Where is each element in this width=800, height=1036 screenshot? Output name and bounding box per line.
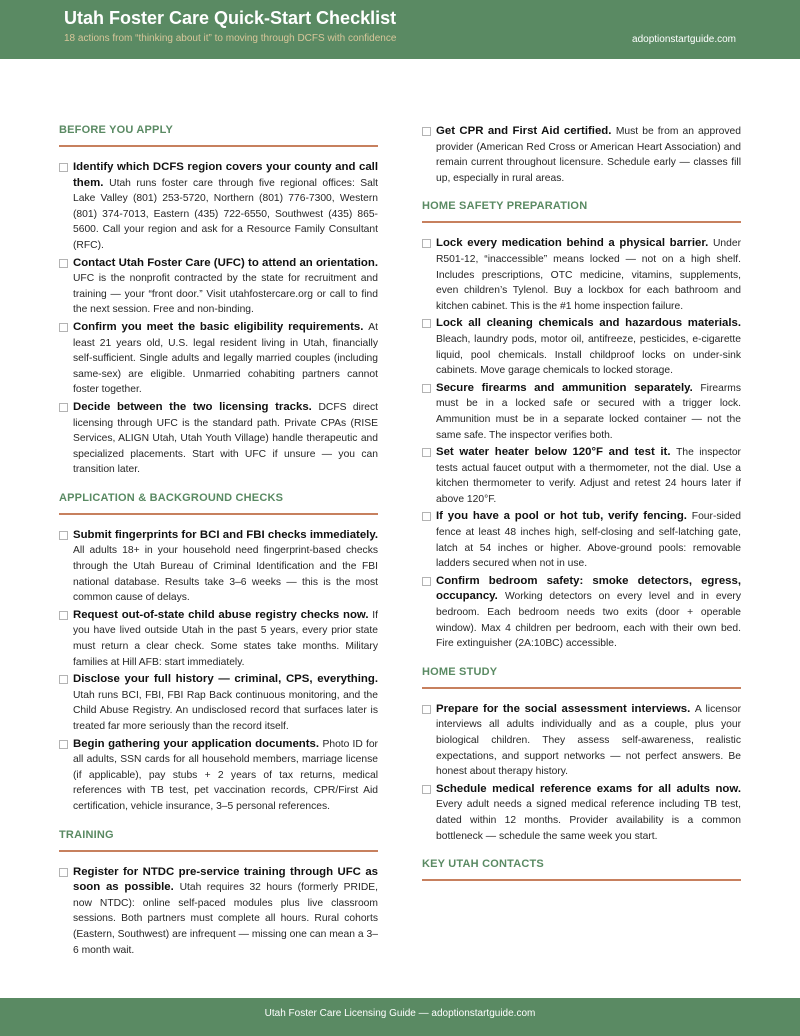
item-title: Schedule medical reference exams for all adults now.: [436, 782, 741, 795]
item-description: If you have lived outside Utah in the past 5 years, every prior state must return a clear check. Some states take months. Military families at Hill AFB: start immediately.: [73, 609, 378, 668]
checklist-item: [59, 737, 378, 815]
checkbox-icon[interactable]: [422, 512, 431, 521]
checklist-item: [59, 160, 378, 254]
checkbox-icon[interactable]: [422, 705, 431, 714]
item-title: Request out-of-state child abuse registry checks now.: [73, 608, 373, 621]
checkbox-icon[interactable]: [422, 448, 431, 457]
checkbox-icon[interactable]: [59, 740, 68, 749]
section-title-home-study: HOME STUDY: [422, 666, 741, 689]
checkbox-icon[interactable]: [422, 239, 431, 248]
checkbox-icon[interactable]: [59, 868, 68, 877]
checklist-item: [59, 672, 378, 734]
item-description: Utah runs foster care through five regional offices: Salt Lake Valley (801) 253-5720, Northern (801) 776-7300, Western (801) 374-7013, Eastern (435) 722-6550, Southwest (435) 865-5600. Call your region and ask for a Resource Family Consultant (RFC).: [73, 177, 379, 251]
section-before-you-apply: [59, 160, 378, 478]
checklist-item: [422, 702, 741, 780]
section-title-training: TRAINING: [59, 829, 378, 852]
page-header: [0, 0, 800, 59]
page-subtitle: 18 actions from “thinking about it” to moving through DCFS with confidence: [64, 33, 397, 44]
checklist-item: [422, 316, 741, 378]
checklist-item: [59, 400, 378, 478]
item-title: Secure firearms and ammunition separately.: [436, 381, 701, 394]
checkbox-icon[interactable]: [59, 259, 68, 268]
item-title: Lock every medication behind a physical barrier.: [436, 237, 713, 250]
item-title: Disclose your full history — criminal, CPS, everything.: [73, 673, 378, 686]
section-title-before-you-apply: BEFORE YOU APPLY: [59, 124, 378, 147]
item-description: Working detectors on every level and in every bedroom. Each bedroom needs two exits (door + operable window). Max 4 children per bedroom, each with their own bed. Fire extinguisher (2A:10BC) accessible.: [436, 591, 742, 650]
item-title: If you have a pool or hot tub, verify fencing.: [436, 510, 692, 523]
item-title: Begin gathering your application documents.: [73, 737, 323, 750]
checklist-item: [422, 124, 741, 186]
left-column: [59, 124, 378, 960]
item-description: Four-sided fence at least 48 inches high, self-closing and self-latching gate, latch at 54 inches or higher. Above-ground pools: removable ladders secured when not in use.: [436, 511, 741, 570]
item-title: Submit fingerprints for BCI and FBI checks immediately.: [73, 528, 378, 541]
section-training-continued: [422, 124, 741, 186]
checklist-item: [422, 381, 741, 443]
item-description: Under R501-12, “inaccessible” means locked — not on a high shelf. Includes prescriptions, OTC medicine, vitamins, supplements, even children’s Tylenol. Buy a lockbox for each bathroom and kitchen cabinet. This is the #1 home inspection failure.: [436, 238, 741, 312]
item-description: Utah runs BCI, FBI, FBI Rap Back continuous monitoring, and the Child Abuse Registry. An undisclosed record that surfaces later is treated far more seriously than the record itself.: [73, 689, 378, 732]
item-title: Get CPR and First Aid certified.: [436, 125, 616, 137]
checkbox-icon[interactable]: [59, 675, 68, 684]
checklist-item: [59, 608, 378, 670]
checkbox-icon[interactable]: [422, 127, 431, 136]
item-title: Contact Utah Foster Care (UFC) to attend an orientation.: [73, 256, 378, 269]
section-home-study: [422, 702, 741, 844]
checkbox-icon[interactable]: [59, 531, 68, 540]
footer-text: Utah Foster Care Licensing Guide — adoptionstartguide.com: [264, 1008, 536, 1019]
item-description: UFC is the nonprofit contracted by the state for recruitment and training — your “front door.” Visit utahfostercare.org or call to find the next session. Free and non-binding.: [73, 273, 378, 316]
checklist-item: [59, 320, 378, 398]
checkbox-icon[interactable]: [422, 319, 431, 328]
checkbox-icon[interactable]: [59, 323, 68, 332]
item-title: Set water heater below 120°F and test it.: [436, 446, 677, 459]
checkbox-icon[interactable]: [59, 403, 68, 412]
checkbox-icon[interactable]: [59, 611, 68, 620]
checklist-item: [59, 256, 378, 318]
item-title: Confirm you meet the basic eligibility requirements.: [73, 320, 369, 333]
item-title: Decide between the two licensing tracks.: [73, 400, 319, 413]
section-home-safety: [422, 236, 741, 651]
section-title-key-contacts: KEY UTAH CONTACTS: [422, 858, 741, 881]
item-title: Register for NTDC pre-service training through UFC as soon as possible.: [73, 865, 378, 894]
page-title: Utah Foster Care Quick-Start Checklist: [64, 8, 397, 28]
checkbox-icon[interactable]: [59, 163, 68, 172]
checklist-item: [59, 528, 378, 606]
item-description: Must be from an approved provider (American Red Cross or American Heart Association) and remain current throughout licensure. Schedule early — classes fill up, especially in rural areas.: [436, 126, 741, 184]
item-description: Photo ID for all adults, SSN cards for all household members, marriage license (if applicable), pay stubs + 2 years of tax returns, medical references with TB test, pet vaccination records, CPR/First Aid certification, vehicle insurance, 3–5 personal references.: [73, 738, 378, 812]
item-description: Bleach, laundry pods, motor oil, antifreeze, pesticides, e-cigarette liquid, pool chemicals. Install childproof locks on under-sink cabinets. Move garage chemicals to locked storage.: [436, 333, 741, 377]
item-title: Confirm bedroom safety: smoke detectors, egress, occupancy.: [436, 574, 741, 603]
item-title: Lock all cleaning chemicals and hazardous materials.: [436, 317, 741, 330]
checklist-item: [59, 865, 378, 959]
checkbox-icon[interactable]: [422, 384, 431, 393]
right-column: [422, 124, 741, 894]
page-footer: [0, 998, 800, 1036]
section-training: [59, 865, 378, 959]
item-description: All adults 18+ in your household need fingerprint-based checks through the Utah Bureau of Criminal Identification and the FBI national database. Results take 3–6 weeks — this is the most common cause of delays.: [73, 545, 378, 604]
checklist-item: [422, 236, 741, 314]
checklist-item: [422, 782, 741, 844]
item-description: Firearms must be in a locked safe or secured with a trigger lock. Ammunition must be in a separate locked container — not the same safe. The inspector verifies both.: [436, 382, 741, 441]
checkbox-icon[interactable]: [422, 785, 431, 794]
section-title-home-safety: HOME SAFETY PREPARATION: [422, 200, 741, 223]
checklist-item: [422, 509, 741, 571]
item-description: At least 21 years old, U.S. legal resident living in Utah, financially self-sufficient. Single adults and legally married couples (including same-sex) are eligible. Unmarried cohabiting partners cannot foster together.: [73, 321, 378, 396]
section-title-application-checks: APPLICATION & BACKGROUND CHECKS: [59, 492, 378, 515]
item-description: DCFS direct licensing through UFC is the standard path. Private CPAs (RISE Services, ALIGN Utah, Utah Youth Village) handle therapeutic and specialized placements. Start with UFC if unsure — you can transition later.: [73, 401, 378, 476]
item-description: The inspector tests actual faucet output with a thermometer, not the dial. Use a kitchen thermometer to verify. Adjust and retest 24 hours later if above 120°F.: [436, 447, 741, 505]
checkbox-icon[interactable]: [422, 577, 431, 586]
item-title: Prepare for the social assessment interviews.: [436, 702, 695, 715]
checklist-item: [422, 445, 741, 507]
header-site-link[interactable]: adoptionstartguide.com: [632, 34, 736, 45]
checklist-item: [422, 574, 741, 652]
item-description: Every adult needs a signed medical reference including TB test, dated within 12 months. Provider availability is a common bottleneck — schedule the same week you start.: [436, 799, 741, 842]
section-application-checks: [59, 528, 378, 815]
item-description: Utah requires 32 hours (formerly PRIDE, now NTDC): online self-paced modules plus live classroom sessions. Both partners must complete all hours. Rural cohorts (Eastern, Southwest) are infrequent — missing one can mean a 3–6 month wait.: [73, 882, 378, 956]
item-title: Identify which DCFS region covers your county and call them.: [73, 161, 378, 189]
item-description: A licensor interviews all adults individually and as a couple, plus your biological children. They assess self-awareness, realistic expectations, and support networks — not perfect answers. Be honest about therapy history.: [436, 703, 741, 778]
